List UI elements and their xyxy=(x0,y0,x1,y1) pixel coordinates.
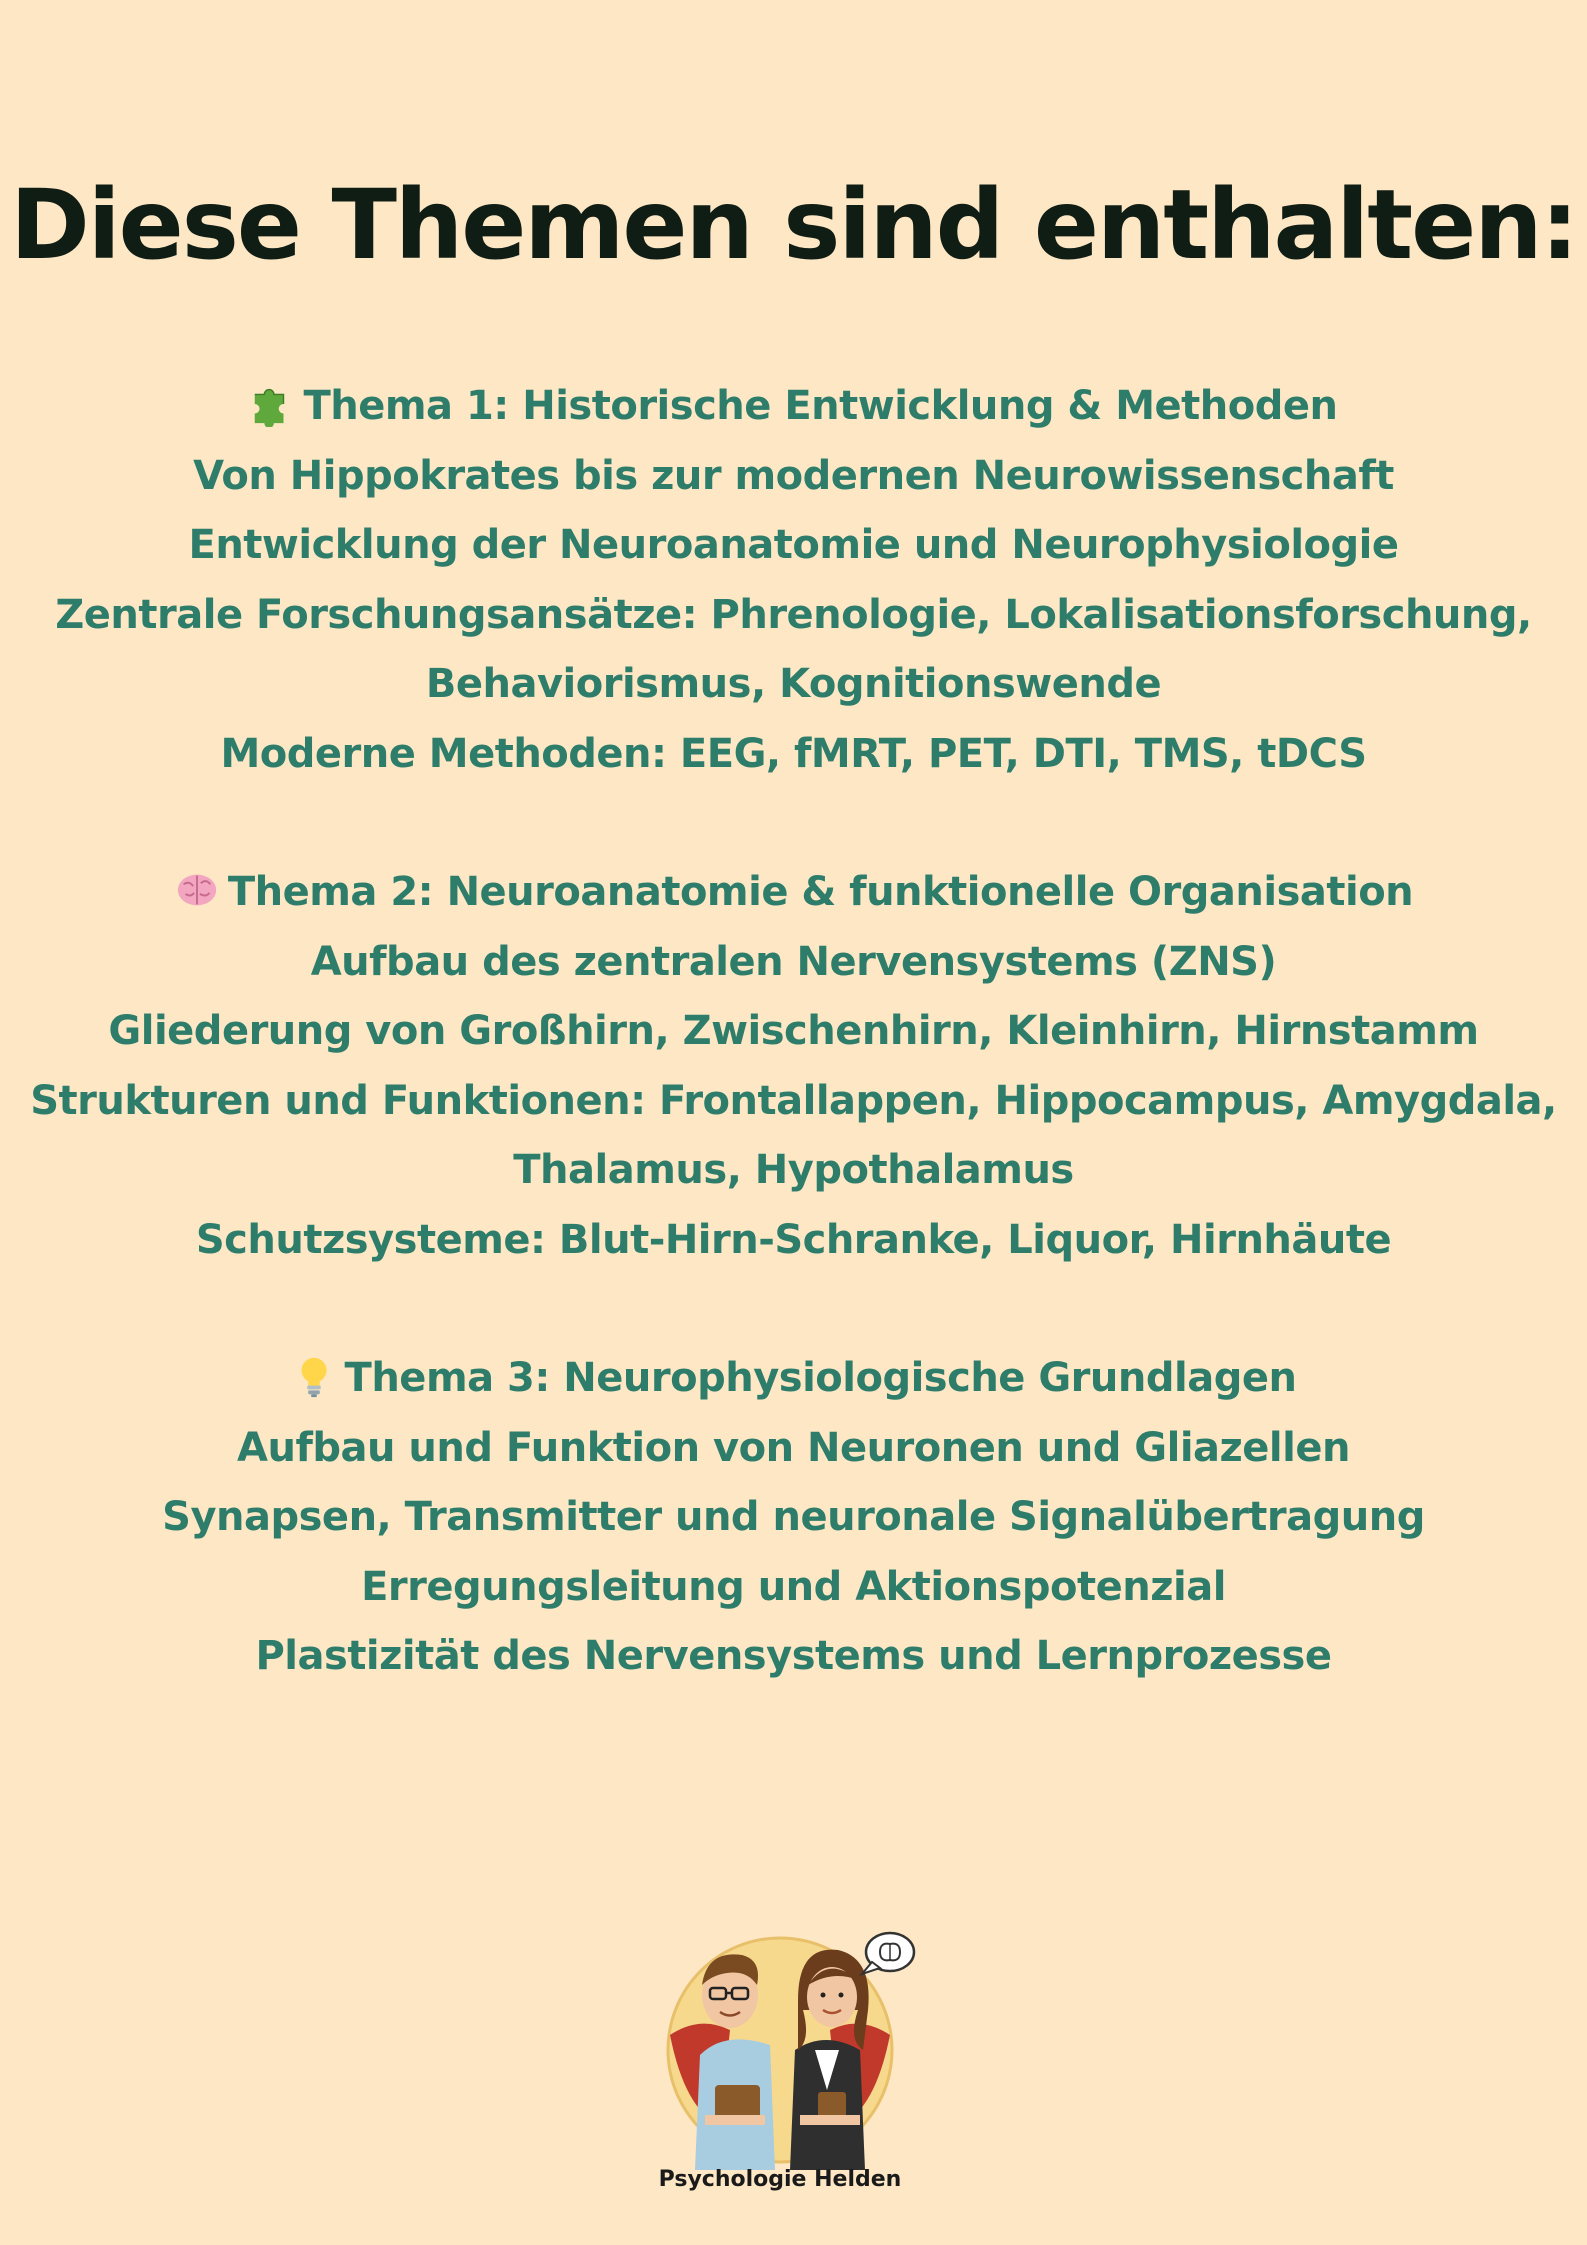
topic-1-line-2: Entwicklung der Neuroanatomie und Neurophysiologie xyxy=(188,522,1399,568)
brain-icon xyxy=(174,867,220,913)
topic-3-line-2: Synapsen, Transmitter und neuronale Signalübertragung xyxy=(162,1494,1425,1540)
puzzle-icon xyxy=(249,381,295,427)
logo-caption: Psychologie Helden xyxy=(658,2167,902,2192)
topic-1-line-4: Behaviorismus, Kognitionswende xyxy=(425,661,1162,707)
topic-list xyxy=(0,372,1587,1761)
topic-2-heading-row xyxy=(0,858,1587,928)
topic-3 xyxy=(0,1344,1587,1692)
topic-2-line-5: Schutzsysteme: Blut-Hirn-Schranke, Liquor, Hirnhäute xyxy=(195,1216,1392,1263)
topic-2-line-2: Gliederung von Großhirn, Zwischenhirn, Kleinhirn, Hirnstamm xyxy=(108,1008,1479,1054)
topic-3-line-4: Plastizität des Nervensystems und Lernprozesse xyxy=(255,1633,1332,1679)
topic-1-heading-row xyxy=(0,372,1587,442)
topic-2-line-3: Strukturen und Funktionen: Frontallappen, Hippocampus, Amygdala, xyxy=(30,1077,1557,1124)
page-title: Diese Themen sind enthalten: xyxy=(10,169,1577,281)
topic-1-line-1: Von Hippokrates bis zur modernen Neurowissenschaft xyxy=(193,452,1394,499)
topic-2-heading: Thema 2: Neuroanatomie & funktionelle Organisation xyxy=(227,869,1414,915)
topic-3-heading-row xyxy=(0,1344,1587,1414)
topic-3-line-1: Aufbau und Funktion von Neuronen und Gliazellen xyxy=(237,1424,1350,1471)
topic-2-line-1: Aufbau des zentralen Nervensystems (ZNS) xyxy=(310,938,1277,985)
topic-1-line-5: Moderne Methoden: EEG, fMRT, PET, DTI, TMS, tDCS xyxy=(220,730,1367,777)
topic-2 xyxy=(0,858,1587,1275)
topic-1-heading: Thema 1: Historische Entwicklung & Methoden xyxy=(303,383,1338,429)
lightbulb-icon xyxy=(291,1353,337,1399)
topic-1-line-3: Zentrale Forschungsansätze: Phrenologie, Lokalisationsforschung, xyxy=(55,591,1532,638)
topic-2-line-4: Thalamus, Hypothalamus xyxy=(513,1147,1074,1193)
topic-1 xyxy=(0,372,1587,789)
topic-3-heading: Thema 3: Neurophysiologische Grundlagen xyxy=(344,1355,1297,1401)
psychologie-helden-logo xyxy=(620,1900,940,2170)
topic-3-line-3: Erregungsleitung und Aktionspotenzial xyxy=(361,1563,1226,1610)
